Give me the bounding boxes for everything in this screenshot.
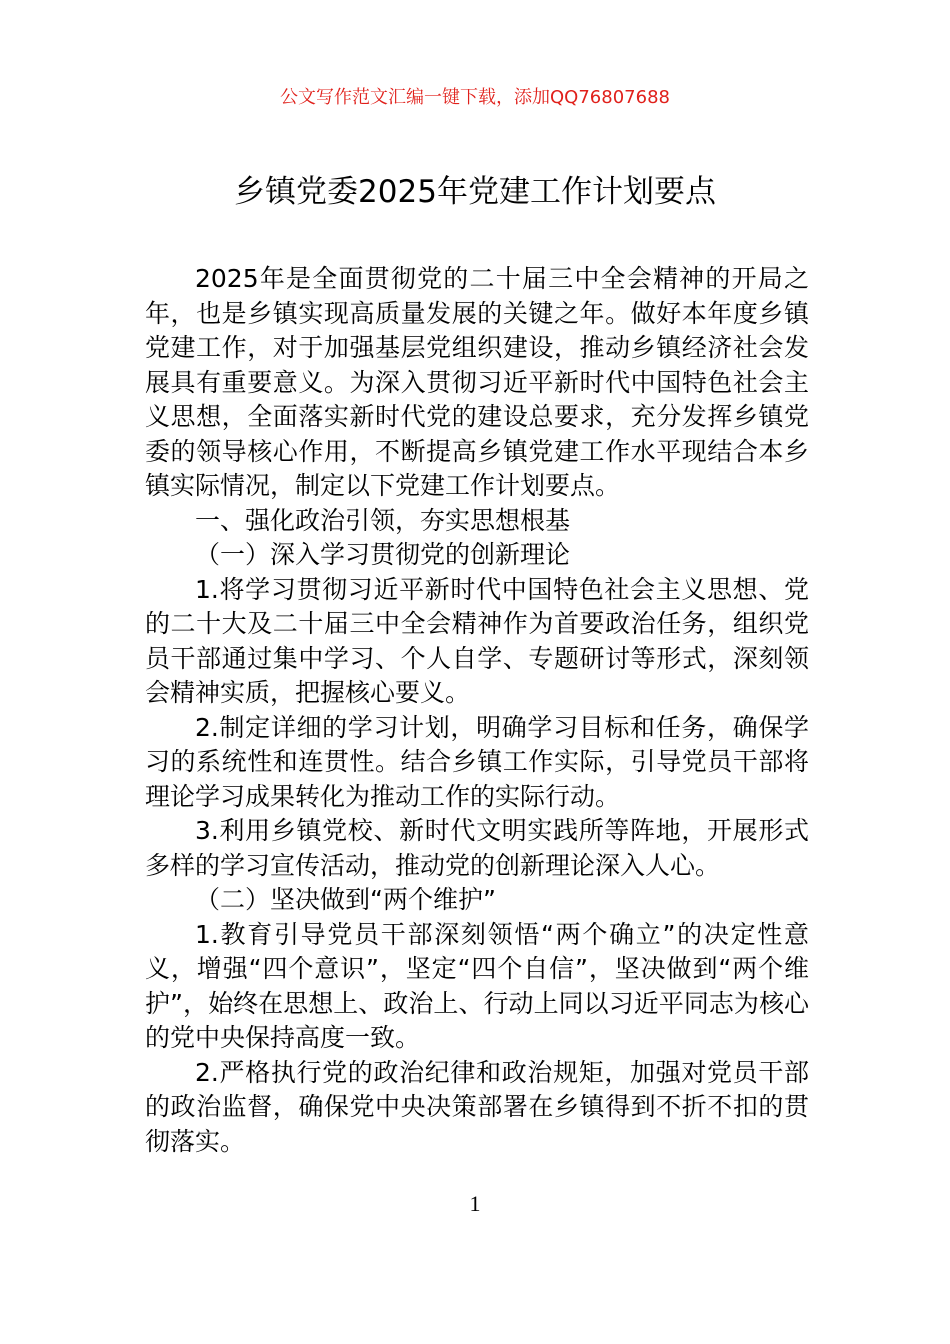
intro-paragraph: 2025年是全面贯彻党的二十届三中全会精神的开局之年，也是乡镇实现高质量发展的关键之年。做好本年度乡镇党建工作，对于加强基层党组织建设，推动乡镇经济社会发展具有重要意义。为深入贯彻习近平新时代中国特色社会主义思想，全面落实新时代党的建设总要求，充分发挥乡镇党委的领导核心作用，不断提高乡镇党建工作水平现结合本乡镇实际情况，制定以下党建工作计划要点。 [145, 264, 809, 500]
document-title: 乡镇党委2025年党建工作计划要点 [234, 174, 716, 210]
list-item: 2.制定详细的学习计划，明确学习目标和任务，确保学习的系统性和连贯性。结合乡镇工作实际，引导党员干部将理论学习成果转化为推动工作的实际行动。 [145, 712, 809, 811]
list-item: 1.将学习贯彻习近平新时代中国特色社会主义思想、党的二十大及二十届三中全会精神作为首要政治任务，组织党员干部通过集中学习、个人自学、专题研讨等形式，深刻领会精神实质，把握核心要义。 [145, 574, 809, 707]
list-item: 1.教育引导党员干部深刻领悟“两个确立”的决定性意义，增强“四个意识”，坚定“四个自信”，坚决做到“两个维护”，始终在思想上、政治上、行动上同以习近平同志为核心的党中央保持高度一致。 [145, 919, 809, 1052]
subsection-heading-2: （二）坚决做到“两个维护” [195, 885, 496, 914]
download-notice: 公文写作范文汇编一键下载，添加QQ76807688 [280, 87, 670, 108]
document-body [145, 262, 809, 1159]
list-item: 2.严格执行党的政治纪律和政治规矩，加强对党员干部的政治监督，确保党中央决策部署在乡镇得到不折不扣的贯彻落实。 [145, 1057, 809, 1156]
list-item: 3.利用乡镇党校、新时代文明实践所等阵地，开展形式多样的学习宣传活动，推动党的创新理论深入人心。 [145, 816, 809, 880]
page-number: 1 [469, 1191, 481, 1216]
subsection-heading-1: （一）深入学习贯彻党的创新理论 [195, 540, 571, 569]
section-heading-1: 一、强化政治引领，夯实思想根基 [195, 505, 571, 535]
